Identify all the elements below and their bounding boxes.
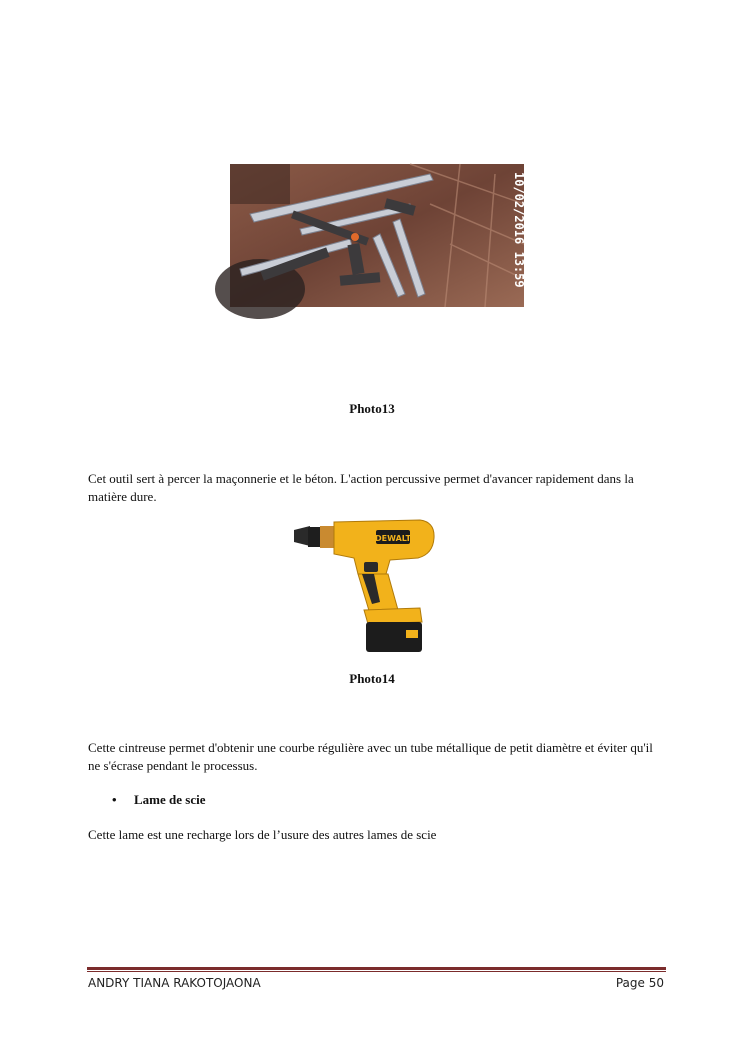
cordless-drill-illustration [290,518,440,654]
paragraph-saw-blade: Cette lame est une recharge lors de l’usure des autres lames de scie [88,827,437,842]
bullet-item-saw-blade [112,792,205,808]
paragraph-pipe-bender: Cette cintreuse permet d'obtenir une courbe régulière avec un tube métallique de petit diamètre et éviter qu'il ne s'écrase pendant le processus. [88,740,653,773]
footer-page-number: Page 50 [615,976,664,990]
paragraph-hammer-drill: Cet outil sert à percer la maçonnerie et le béton. L'action percussive permet d'avancer rapidement dans la matière dure. [88,471,634,504]
footer-author: ANDRY TIANA RAKOTOJAONA [88,976,261,990]
drill-brand-label: DEWALT [375,534,411,543]
photo14-caption: Photo14 [349,671,395,686]
footer-rule-thick [87,967,666,970]
drill-chuck-icon [294,526,310,546]
bullet-symbol: • [112,792,117,807]
photo13-image [230,164,524,307]
photo14-image [290,518,440,654]
tools-on-floor-illustration [230,164,524,307]
photo13-timestamp: 10/02/2016 13:59 [512,172,526,288]
photo13-caption: Photo13 [349,401,395,416]
footer-rule-thin [87,971,666,972]
bullet-heading: Lame de scie [134,792,206,807]
